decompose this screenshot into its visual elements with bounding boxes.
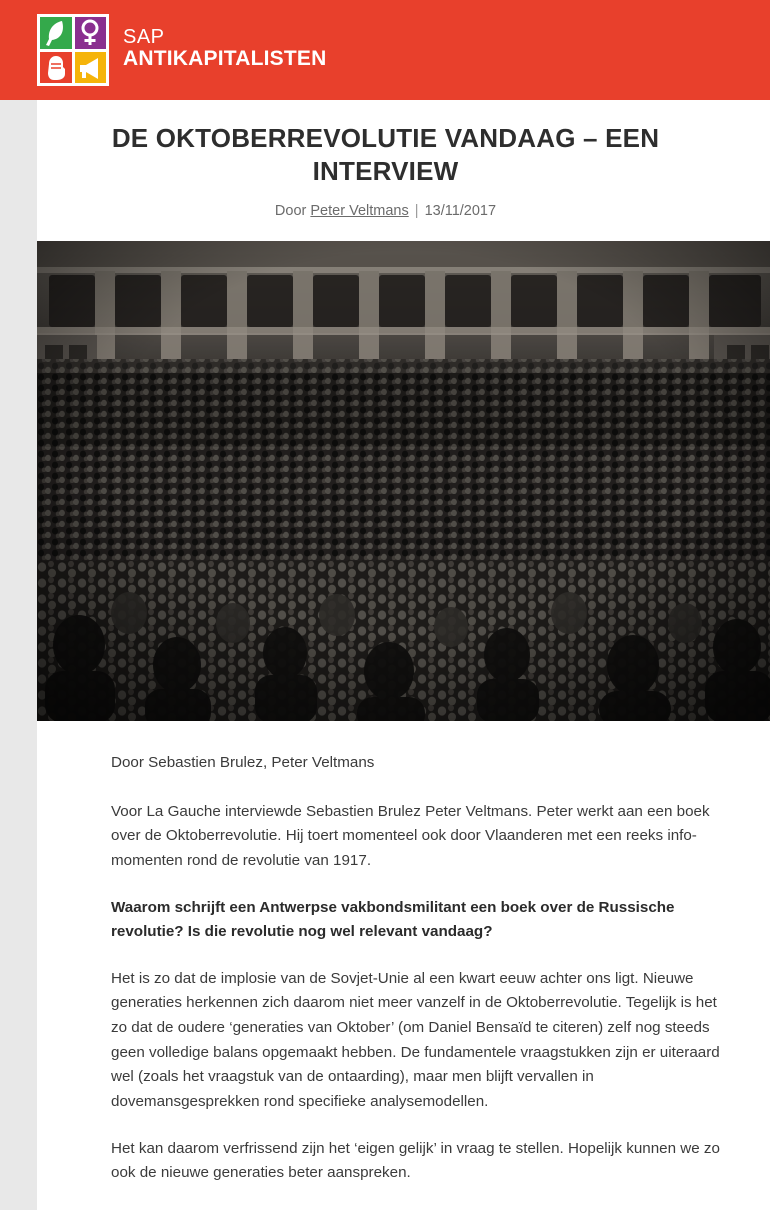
paragraph-question: Waarom schrijft een Antwerpse vakbondsmilitant een boek over de Russische revolutie? Is die revolutie nog wel relevant vandaag? (111, 898, 675, 941)
byline-prefix: Door (274, 203, 307, 219)
logo-fist-icon (40, 52, 72, 84)
paragraph-answer-1: Het is zo dat de implosie van de Sovjet-Unie al een kwart eeuw achter ons ligt. Nieuwe generaties herkennen zich daarom niet meer vanzelf in de Oktoberrevolutie. Tegelijk is het zo dat de oudere ‘generaties van Oktober’ (om Daniel Bensaïd te citeren) zelf nog steeds geen volledige balans opgemaakt hebben. De fundamentele vraagstukken zijn er uiteraard wel (zoals het vraagstuk van de ontaarding), maar men blijft vervallen in dovemansgesprekken rond specifieke analysemodellen. (111, 969, 720, 1110)
logo-leaf-icon (40, 17, 72, 49)
paragraph-authors: Door Sebastien Brulez, Peter Veltmans (111, 754, 375, 771)
site-header (0, 0, 770, 100)
publish-date: 13/11/2017 (424, 203, 497, 219)
paragraph-answer-2: Het kan daarom verfrissend zijn het ‘eigen gelijk’ in vraag te stellen. Hopelijk kunnen we zo ook de nieuwe generaties beter aanspreken. (111, 1139, 720, 1182)
logo-feminism-icon (75, 17, 107, 49)
brand-line-sap: SAP (123, 25, 165, 48)
paragraph-intro: Voor La Gauche interviewde Sebastien Brulez Peter Veltmans. Peter werkt aan een boek over de Oktoberrevolutie. Hij toert momenteel ook door Vlaanderen met een reeks info-momenten rond de revolutie van 1917. (111, 802, 710, 869)
article-container (37, 100, 770, 1210)
author-link[interactable]: Peter Veltmans (310, 203, 409, 219)
brand-block[interactable] (37, 14, 326, 86)
article-body (37, 721, 770, 1210)
brand-line-antikapitalisten: ANTIKAPITALISTEN (123, 47, 327, 71)
logo-megaphone-icon (75, 52, 107, 84)
byline-separator: | (414, 203, 419, 219)
hero-image (37, 241, 770, 721)
brand-text (123, 27, 326, 73)
byline (37, 203, 734, 219)
page-title: DE OKTOBERREVOLUTIE VANDAAG – EEN INTERVIEW (111, 123, 660, 186)
sap-logo-icon[interactable] (37, 14, 109, 86)
